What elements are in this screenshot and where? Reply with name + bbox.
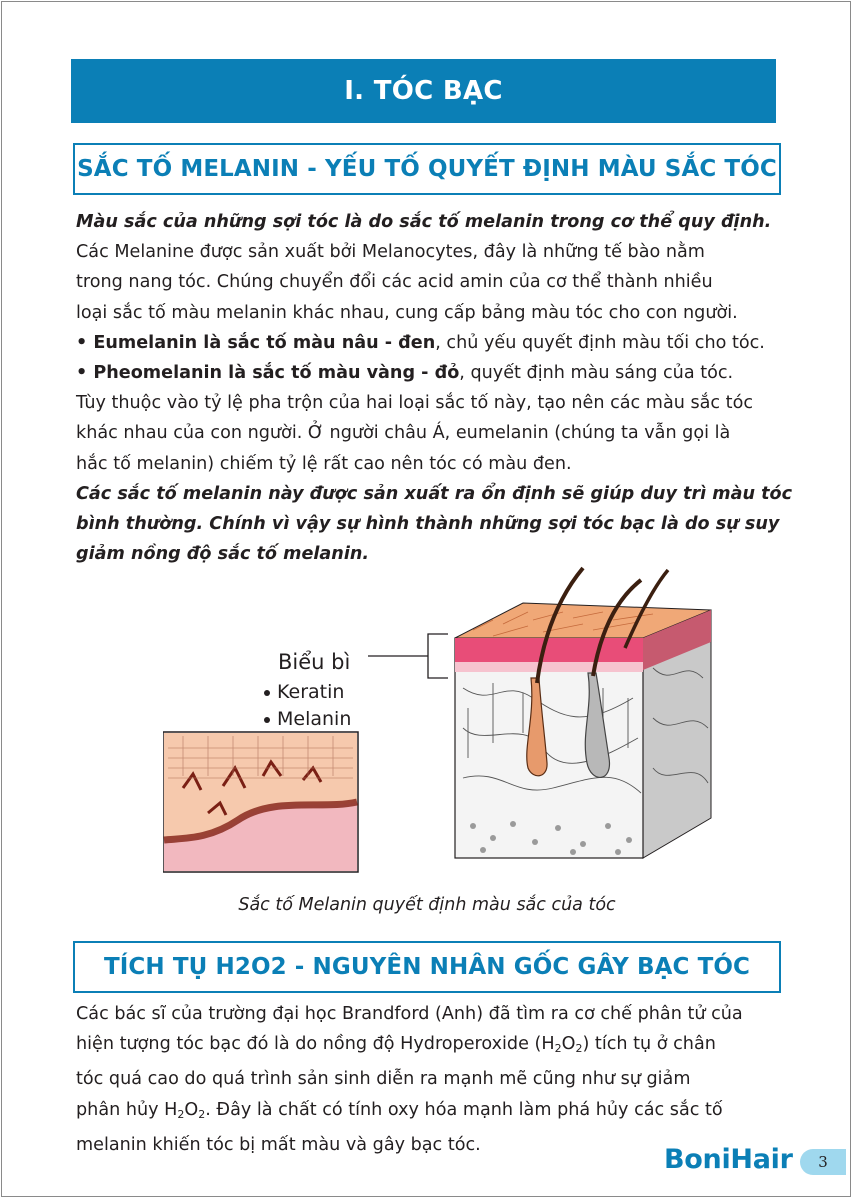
body-line <box>76 1095 796 1130</box>
skin-block <box>455 568 711 858</box>
bullet-eumelanin <box>76 328 796 358</box>
chapter-title: I. TÓC BẠC <box>71 59 776 123</box>
label-epidermis: Biểu bì <box>278 650 351 674</box>
body-line: hắc tố melanin) chiếm tỷ lệ rất cao nên tóc có màu đen. <box>76 453 572 474</box>
body-line: bình thường. Chính vì vậy sự hình thành những sợi tóc bạc là do sự suy <box>76 514 780 535</box>
figure-caption: Sắc tố Melanin quyết định màu sắc của tóc <box>238 895 616 915</box>
subscript: 2 <box>575 1042 583 1056</box>
body-line: giảm nồng độ sắc tố melanin. <box>76 544 370 565</box>
body-line <box>76 1029 796 1064</box>
text-fragment: . Đây là chất có tính oxy hóa mạnh làm phá hủy các sắc tố <box>205 1099 723 1120</box>
text-fragment: hiện tượng tóc bạc đó là do nồng độ Hydroperoxide (H <box>76 1034 555 1055</box>
label-melanin-text: Melanin <box>277 708 352 730</box>
body-line: Tùy thuộc vào tỷ lệ pha trộn của hai loại sắc tố này, tạo nên các màu sắc tóc <box>76 393 754 414</box>
text-fragment: ) tích tụ ở chân <box>582 1034 716 1055</box>
epidermis-inset <box>163 732 358 872</box>
text-fragment: O <box>184 1099 199 1120</box>
bullet-text: , chủ yếu quyết định màu tối cho tóc. <box>435 332 765 353</box>
bullet-bold-text: • Eumelanin là sắc tố màu nâu - đen <box>76 332 436 353</box>
bullet-pheomelanin <box>76 358 796 388</box>
subscript: 2 <box>198 1107 206 1121</box>
body-line: trong nang tóc. Chúng chuyển đổi các acid amin của cơ thể thành nhiều <box>76 272 713 293</box>
label-keratin-text: Keratin <box>277 681 345 703</box>
skin-diagram <box>163 558 723 880</box>
bullet-text: , quyết định màu sáng của tóc. <box>459 363 734 384</box>
bullet-dot <box>264 717 270 723</box>
label-keratin <box>264 681 344 703</box>
label-leader-line <box>368 634 448 678</box>
body-line: khác nhau của con người. Ở người châu Á, eumelanin (chúng ta vẫn gọi là <box>76 423 731 444</box>
skin-illustration <box>163 558 723 880</box>
body-line: Các sắc tố melanin này được sản xuất ra ổn định sẽ giúp duy trì màu tóc <box>76 483 793 504</box>
body-line: Các bác sĩ của trường đại học Brandford (Anh) đã tìm ra cơ chế phân tử của <box>76 1004 743 1024</box>
body-line: tóc quá cao do quá trình sản sinh diễn ra mạnh mẽ cũng như sự giảm <box>76 1069 691 1090</box>
text-fragment: O <box>561 1034 576 1055</box>
section-heading-melanin: SẮC TỐ MELANIN - YẾU TỐ QUYẾT ĐỊNH MÀU SẮC TÓC <box>73 143 781 195</box>
section-melanin-body <box>76 207 796 569</box>
subscript: 2 <box>554 1042 562 1056</box>
body-line: melanin khiến tóc bị mất màu và gây bạc tóc. <box>76 1134 481 1155</box>
subscript: 2 <box>177 1107 185 1121</box>
page-number: 3 <box>800 1149 846 1175</box>
brand-logo: BoniHair <box>664 1144 793 1175</box>
section-heading-h2o2: TÍCH TỤ H2O2 - NGUYÊN NHÂN GỐC GÂY BẠC TÓC <box>73 941 781 993</box>
label-melanin <box>264 708 351 730</box>
body-line: loại sắc tố màu melanin khác nhau, cung cấp bảng màu tóc cho con người. <box>76 302 738 323</box>
bullet-dot <box>264 690 270 696</box>
body-line: Màu sắc của những sợi tóc là do sắc tố melanin trong cơ thể quy định. <box>76 212 772 232</box>
section-h2o2-body <box>76 999 796 1160</box>
text-fragment: phân hủy H <box>76 1099 178 1120</box>
bullet-bold-text: • Pheomelanin là sắc tố màu vàng - đỏ <box>76 363 460 384</box>
body-line: Các Melanine được sản xuất bởi Melanocytes, đây là những tế bào nằm <box>76 242 705 263</box>
